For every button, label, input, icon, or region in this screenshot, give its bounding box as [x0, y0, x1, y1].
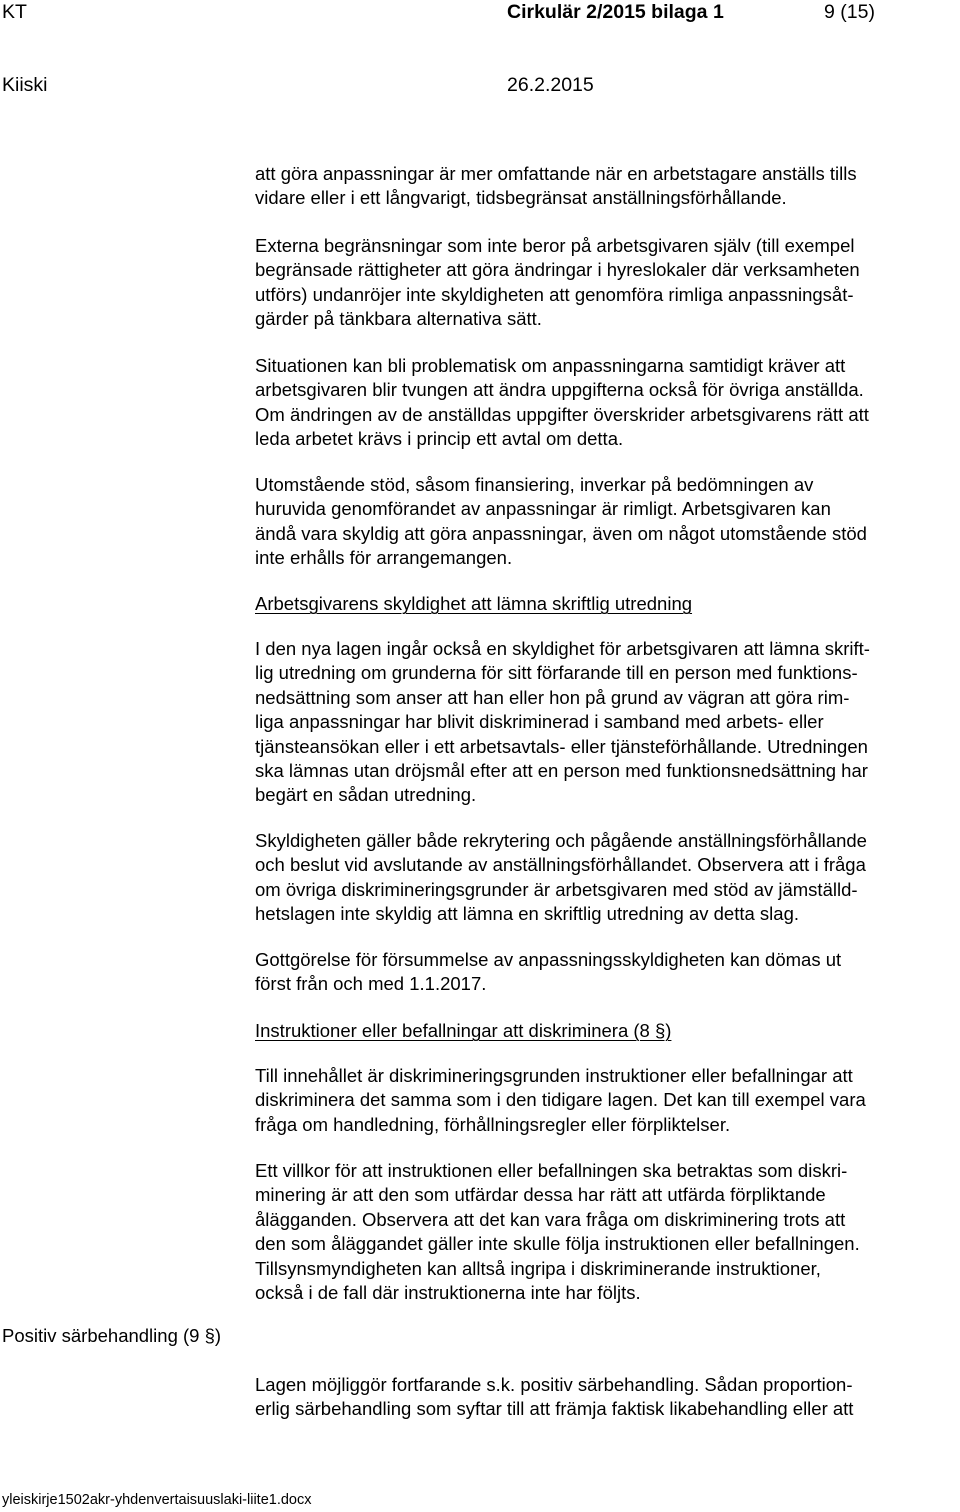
paragraph-utomstaende-stod: Utomstående stöd, såsom finansiering, inverkar på bedömningen av huruvida genomförandet av anpassningar är rimligt. Arbetsgivaren kan ändå vara skyldig att göra anpassningar, även om något utomstående stöd inte erhålls för arrangemangen.: [255, 474, 867, 569]
paragraph-skyldigheten-galler: Skyldigheten gäller både rekrytering och pågående anställningsförhållande och beslut vid avslutande av anställningsförhållandet. Observera att i fråga om övriga diskrimineringsgrunder är arbetsgivaren med stöd av jämställd- hetslagen inte skyldig att lämna en skriftlig utredning av detta slag.: [255, 830, 867, 925]
document-title: Cirkulär 2/2015 bilaga 1: [507, 1, 724, 23]
paragraph-till-innehallet: Till innehållet är diskrimineringsgrunden instruktioner eller befallningar att diskriminera det samma som i den tidigare lagen. Det kan till exempel vara fråga om handledning, förhållningsregler eller förpliktelser.: [255, 1065, 866, 1135]
paragraph-ny-lag-skyldighet: I den nya lagen ingår också en skyldighet för arbetsgivaren att lämna skrift- lig utredning om grunderna för sitt förfarande till en person med funktions- nedsättning som anser att han eller hon på grund av vägran att göra rim- liga anpassningar har blivit diskriminerad i samband med arbets- eller tjänsteansökan eller i ett arbetsavtals- eller tjänsteförhållande. Utredningen ska lämnas utan dröjsmål efter att en person med funktionsnedsättning har begärt en sådan utredning.: [255, 638, 870, 806]
paragraph-situationen: Situationen kan bli problematisk om anpassningarna samtidigt kräver att arbetsgivaren blir tvungen att ändra uppgifterna också för övriga anställda. Om ändringen av de anställdas uppgifter överskrider arbetsgivarens rätt att leda arbetet krävs i princip ett avtal om detta.: [255, 355, 869, 450]
paragraph-ett-villkor: Ett villkor för att instruktionen eller befallningen ska betraktas som diskri- minering är att den som utfärdar dessa har rätt att utfärda förpliktande ålägganden. Observera att det kan vara fråga om diskriminering trots att den som åläggandet gäller inte skulle följa instruktionen eller befallningen. Tillsynsmyndigheten kan alltså ingripa i diskriminerande instruktioner, också i de fall där instruktionerna inte har följts.: [255, 1160, 860, 1304]
paragraph-anstallning-intro: att göra anpassningar är mer omfattande när en arbetstagare anställs tills vidare eller i ett långvarigt, tidsbegränsat anställningsförhållande.: [255, 163, 857, 209]
section-heading-instruktioner: Instruktioner eller befallningar att diskriminera (8 §): [255, 1020, 672, 1041]
section-heading-skriftlig-utredning: Arbetsgivarens skyldighet att lämna skriftlig utredning: [255, 593, 693, 614]
paragraph-externa-begransningar: Externa begränsningar som inte beror på arbetsgivaren själv (till exempel begränsade rättigheter att göra ändringar i hyreslokaler där verksamheten utförs) undanröjer inte skyldigheten att genomföra rimliga anpassningsåt- gärder på tänkbara alternativa sätt.: [255, 235, 860, 330]
side-heading-positiv-sarbehandling: Positiv särbehandling (9 §): [2, 1325, 222, 1346]
paragraph-lagen-mojliggor: Lagen möjliggör fortfarande s.k. positiv särbehandling. Sådan proportion- erlig särbehandling som syftar till att främja faktisk likabehandling eller att: [255, 1374, 854, 1420]
organization-code: KT: [2, 1, 27, 23]
author-name: Kiiski: [2, 74, 48, 96]
page-number: 9 (15): [824, 1, 875, 23]
footer-filename: yleiskirje1502akr-yhdenvertaisuuslaki-liite1.docx: [2, 1492, 312, 1508]
paragraph-gottgorelse: Gottgörelse för försummelse av anpassningsskyldigheten kan dömas ut först från och med 1.1.2017.: [255, 949, 842, 995]
document-date: 26.2.2015: [507, 74, 594, 96]
